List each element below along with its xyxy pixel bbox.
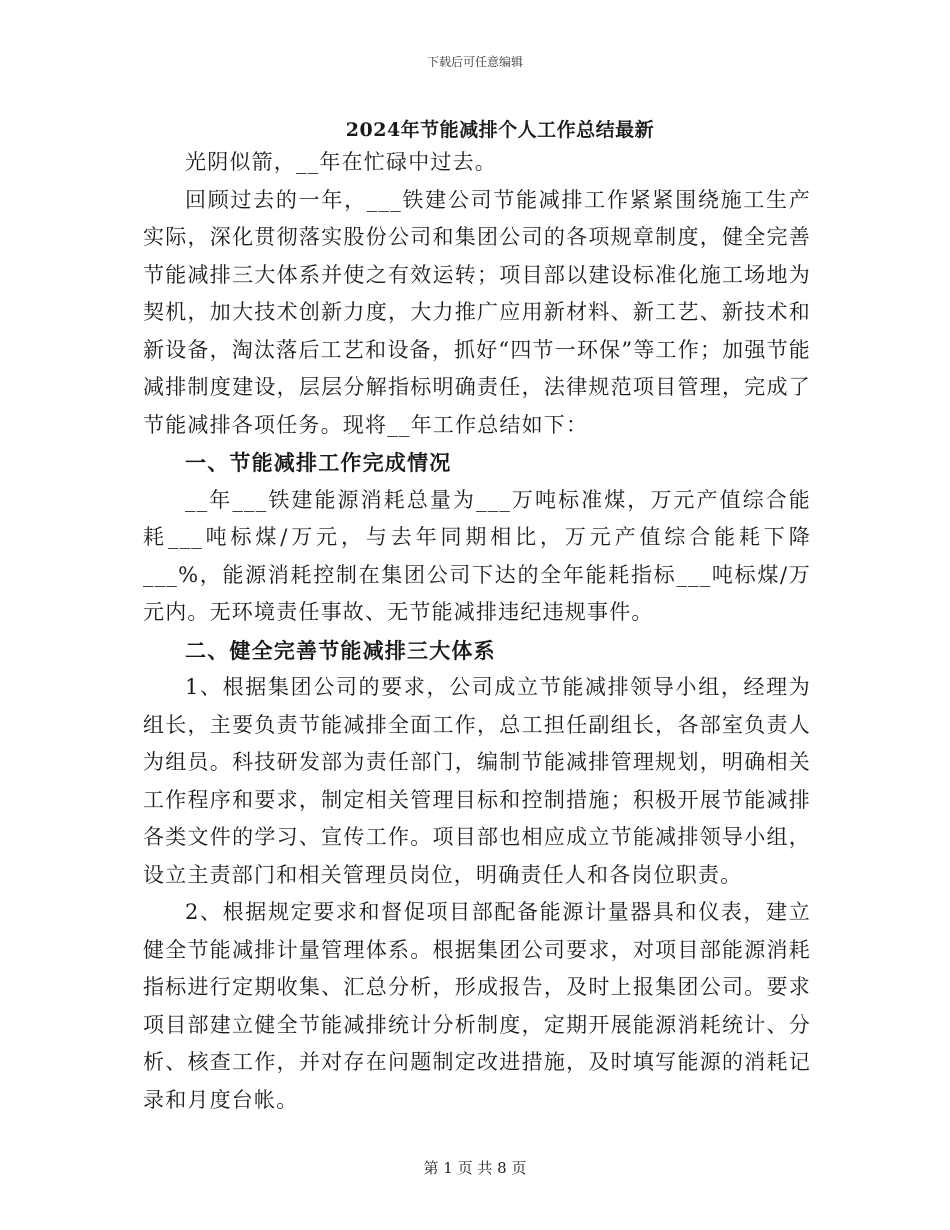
section-heading-2: 二、健全完善节能减排三大体系	[185, 637, 496, 663]
document-title: 2024年节能减排个人工作总结最新	[345, 119, 655, 141]
paragraph-item-2: 2、根据规定要求和督促项目部配备能源计量器具和仪表，建立健全节能减排计量管理体系。根据集团公司要求，对项目部能源消耗指标进行定期收集、汇总分析，形成报告，及时上报集团公司。要求项目部建立健全节能减排统计分析制度，定期开展能源消耗统计、分析、核查工作，并对存在问题制定改进措施，及时填写能源的消耗记录和月度台帐。	[143, 900, 811, 1112]
header-note: 下载后可任意编辑	[426, 55, 523, 69]
section-heading-1: 一、节能减排工作完成情况	[185, 450, 452, 475]
paragraph-item-1: 1、根据集团公司的要求，公司成立节能减排领导小组，经理为组长，主要负责节能减排全面工作，总工担任副组长，各部室负责人为组员。科技研发部为责任部门，编制节能减排管理规划，明确相关工作程序和要求，制定相关管理目标和控制措施；积极开展节能减排各类文件的学习、宣传工作。项目部也相应成立节能减排领导小组，设立主责部门和相关管理员岗位，明确责任人和各岗位职责。	[143, 675, 811, 887]
page-number: 第 1 页 共 8 页	[423, 1159, 527, 1177]
paragraph-section-1: __年___铁建能源消耗总量为___万吨标准煤，万元产值综合能耗___吨标煤/万元，与去年同期相比，万元产值综合能耗下降___%，能源消耗控制在集团公司下达的全年能耗指标___吨标煤/万元内。无环境责任事故、无节能减排违纪违规事件。	[143, 487, 811, 624]
paragraph-intro: 光阴似箭，__年在忙碌中过去。	[185, 150, 497, 174]
paragraph-review: 回顾过去的一年，___铁建公司节能减排工作紧紧围绕施工生产实际，深化贯彻落实股份公司和集团公司的各项规章制度，健全完善节能减排三大体系并使之有效运转；项目部以建设标准化施工场地为契机，加大技术创新力度，大力推广应用新材料、新工艺、新技术和新设备，淘汰落后工艺和设备，抓好“四节一环保”等工作；加强节能减排制度建设，层层分解指标明确责任，法律规范项目管理，完成了节能减排各项任务。现将__年工作总结如下：	[143, 187, 811, 437]
document-body	[143, 144, 811, 1119]
